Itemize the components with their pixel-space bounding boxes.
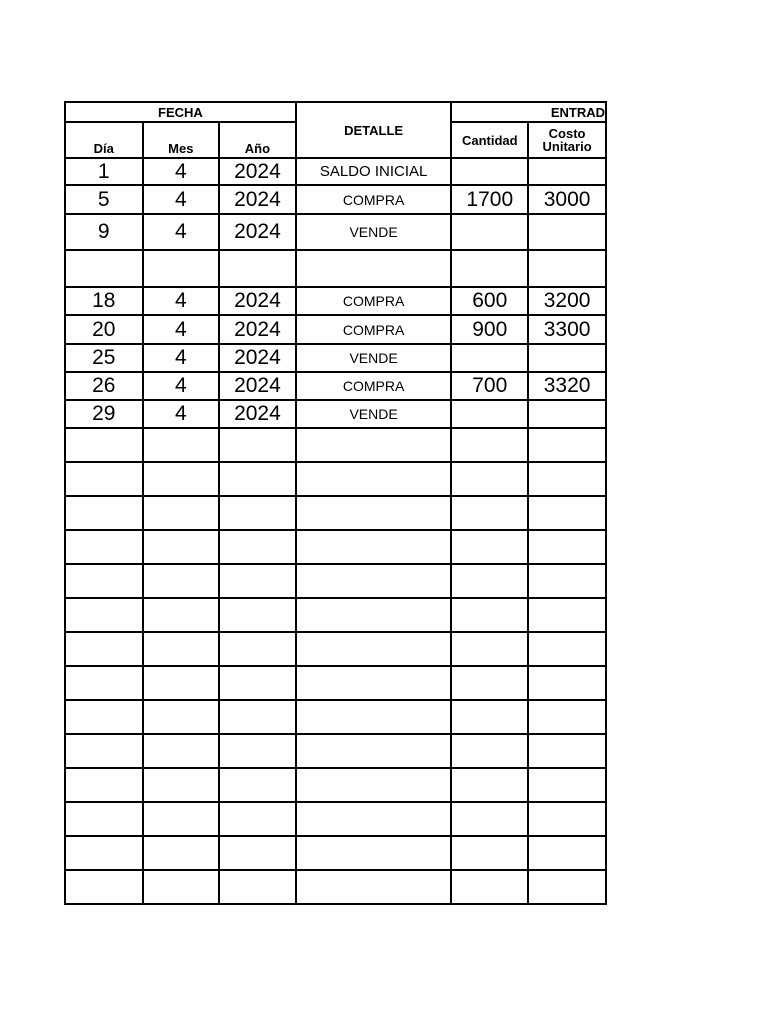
empty-cell[interactable] bbox=[296, 870, 452, 904]
mes-cell[interactable]: 4 bbox=[143, 400, 220, 428]
detalle-cell[interactable]: VENDE bbox=[296, 214, 452, 250]
empty-table-row bbox=[65, 870, 606, 904]
empty-cell[interactable] bbox=[296, 496, 452, 530]
empty-cell[interactable] bbox=[65, 768, 143, 802]
cantidad-cell[interactable] bbox=[451, 250, 528, 287]
empty-cell[interactable] bbox=[219, 496, 296, 530]
mes-cell[interactable]: 4 bbox=[143, 315, 220, 344]
costo-cell[interactable] bbox=[528, 158, 606, 185]
cantidad-cell[interactable] bbox=[451, 214, 528, 250]
cantidad-cell[interactable]: 600 bbox=[451, 287, 528, 315]
empty-cell[interactable] bbox=[65, 496, 143, 530]
empty-cell[interactable] bbox=[219, 836, 296, 870]
detalle-cell[interactable]: COMPRA bbox=[296, 185, 452, 214]
empty-cell[interactable] bbox=[451, 870, 528, 904]
empty-cell[interactable] bbox=[296, 564, 452, 598]
empty-cell[interactable] bbox=[451, 666, 528, 700]
anio-cell[interactable]: 2024 bbox=[219, 344, 296, 372]
detalle-header: DETALLE bbox=[296, 102, 452, 158]
costo-cell[interactable] bbox=[528, 250, 606, 287]
empty-table-row bbox=[65, 666, 606, 700]
empty-cell[interactable] bbox=[143, 700, 220, 734]
cantidad-cell[interactable] bbox=[451, 158, 528, 185]
table-row bbox=[65, 250, 606, 287]
empty-cell[interactable] bbox=[451, 428, 528, 462]
empty-cell[interactable] bbox=[65, 564, 143, 598]
entradas-header: ENTRAD bbox=[451, 102, 606, 122]
cantidad-cell[interactable]: 700 bbox=[451, 372, 528, 400]
empty-cell[interactable] bbox=[451, 564, 528, 598]
empty-cell[interactable] bbox=[451, 734, 528, 768]
anio-cell[interactable]: 2024 bbox=[219, 287, 296, 315]
empty-cell[interactable] bbox=[143, 428, 220, 462]
cantidad-cell[interactable] bbox=[451, 344, 528, 372]
empty-cell[interactable] bbox=[296, 462, 452, 496]
costo-unitario-header bbox=[528, 122, 606, 158]
dia-cell[interactable]: 25 bbox=[65, 344, 143, 372]
empty-cell[interactable] bbox=[219, 428, 296, 462]
costo-unitario-line-2: Unitario bbox=[542, 139, 592, 154]
costo-cell[interactable] bbox=[528, 400, 606, 428]
empty-cell[interactable] bbox=[451, 700, 528, 734]
table-row bbox=[65, 214, 606, 250]
kardex-table bbox=[64, 101, 607, 905]
empty-table-row bbox=[65, 530, 606, 564]
detalle-cell[interactable]: COMPRA bbox=[296, 287, 452, 315]
detalle-cell[interactable]: COMPRA bbox=[296, 315, 452, 344]
empty-cell[interactable] bbox=[219, 564, 296, 598]
anio-cell[interactable] bbox=[219, 250, 296, 287]
empty-cell[interactable] bbox=[65, 700, 143, 734]
costo-cell[interactable]: 3320 bbox=[528, 372, 606, 400]
anio-header: Año bbox=[219, 122, 296, 158]
mes-cell[interactable]: 4 bbox=[143, 372, 220, 400]
table-row bbox=[65, 400, 606, 428]
mes-cell[interactable] bbox=[143, 250, 220, 287]
empty-cell[interactable] bbox=[143, 462, 220, 496]
dia-cell[interactable]: 29 bbox=[65, 400, 143, 428]
empty-cell[interactable] bbox=[296, 734, 452, 768]
dia-cell[interactable]: 26 bbox=[65, 372, 143, 400]
empty-table-row bbox=[65, 734, 606, 768]
empty-cell[interactable] bbox=[219, 530, 296, 564]
empty-cell[interactable] bbox=[451, 496, 528, 530]
mes-cell[interactable]: 4 bbox=[143, 344, 220, 372]
empty-table-row bbox=[65, 564, 606, 598]
dia-header: Día bbox=[65, 122, 143, 158]
empty-cell[interactable] bbox=[65, 632, 143, 666]
empty-table-row bbox=[65, 836, 606, 870]
cantidad-header: Cantidad bbox=[451, 122, 528, 158]
empty-cell[interactable] bbox=[451, 802, 528, 836]
empty-cell[interactable] bbox=[296, 598, 452, 632]
costo-cell[interactable]: 3000 bbox=[528, 185, 606, 214]
empty-cell[interactable] bbox=[219, 700, 296, 734]
table-row bbox=[65, 185, 606, 214]
empty-table-row bbox=[65, 700, 606, 734]
empty-cell[interactable] bbox=[451, 530, 528, 564]
table-row bbox=[65, 344, 606, 372]
empty-table-row bbox=[65, 496, 606, 530]
costo-unitario-line-1: Costo bbox=[548, 126, 586, 141]
empty-cell[interactable] bbox=[528, 530, 606, 564]
empty-cell[interactable] bbox=[65, 666, 143, 700]
dia-cell[interactable]: 20 bbox=[65, 315, 143, 344]
empty-table-row bbox=[65, 802, 606, 836]
empty-cell[interactable] bbox=[65, 734, 143, 768]
empty-cell[interactable] bbox=[296, 530, 452, 564]
empty-cell[interactable] bbox=[528, 496, 606, 530]
detalle-cell[interactable]: VENDE bbox=[296, 344, 452, 372]
empty-cell[interactable] bbox=[528, 734, 606, 768]
anio-cell[interactable]: 2024 bbox=[219, 315, 296, 344]
empty-cell[interactable] bbox=[528, 700, 606, 734]
empty-cell[interactable] bbox=[528, 564, 606, 598]
empty-cell[interactable] bbox=[143, 768, 220, 802]
empty-cell[interactable] bbox=[65, 530, 143, 564]
empty-cell[interactable] bbox=[143, 666, 220, 700]
cantidad-cell[interactable]: 900 bbox=[451, 315, 528, 344]
empty-cell[interactable] bbox=[143, 632, 220, 666]
empty-cell[interactable] bbox=[219, 632, 296, 666]
cantidad-cell[interactable]: 1700 bbox=[451, 185, 528, 214]
empty-cell[interactable] bbox=[143, 530, 220, 564]
empty-cell[interactable] bbox=[143, 836, 220, 870]
empty-cell[interactable] bbox=[143, 734, 220, 768]
mes-cell[interactable]: 4 bbox=[143, 158, 220, 185]
empty-cell[interactable] bbox=[528, 462, 606, 496]
empty-cell[interactable] bbox=[219, 598, 296, 632]
empty-cell[interactable] bbox=[65, 802, 143, 836]
empty-cell[interactable] bbox=[528, 428, 606, 462]
detalle-cell[interactable] bbox=[296, 250, 452, 287]
empty-cell[interactable] bbox=[143, 802, 220, 836]
mes-cell[interactable]: 4 bbox=[143, 214, 220, 250]
mes-cell[interactable]: 4 bbox=[143, 287, 220, 315]
empty-cell[interactable] bbox=[143, 870, 220, 904]
empty-cell[interactable] bbox=[528, 598, 606, 632]
empty-cell[interactable] bbox=[65, 836, 143, 870]
anio-cell[interactable]: 2024 bbox=[219, 185, 296, 214]
detalle-cell[interactable]: COMPRA bbox=[296, 372, 452, 400]
dia-cell[interactable] bbox=[65, 250, 143, 287]
empty-table-row bbox=[65, 462, 606, 496]
empty-cell[interactable] bbox=[528, 632, 606, 666]
empty-cell[interactable] bbox=[219, 802, 296, 836]
empty-cell[interactable] bbox=[451, 632, 528, 666]
empty-table-row bbox=[65, 598, 606, 632]
empty-cell[interactable] bbox=[528, 802, 606, 836]
costo-cell[interactable] bbox=[528, 344, 606, 372]
detalle-cell[interactable]: VENDE bbox=[296, 400, 452, 428]
table-row bbox=[65, 158, 606, 185]
dia-cell[interactable]: 5 bbox=[65, 185, 143, 214]
empty-table-row bbox=[65, 632, 606, 666]
empty-cell[interactable] bbox=[296, 666, 452, 700]
costo-cell[interactable]: 3200 bbox=[528, 287, 606, 315]
empty-cell[interactable] bbox=[451, 836, 528, 870]
empty-cell[interactable] bbox=[528, 768, 606, 802]
empty-cell[interactable] bbox=[296, 768, 452, 802]
empty-table-row bbox=[65, 768, 606, 802]
empty-cell[interactable] bbox=[65, 870, 143, 904]
empty-cell[interactable] bbox=[143, 564, 220, 598]
anio-cell[interactable]: 2024 bbox=[219, 372, 296, 400]
empty-cell[interactable] bbox=[296, 632, 452, 666]
empty-cell[interactable] bbox=[143, 496, 220, 530]
table-row bbox=[65, 315, 606, 344]
empty-cell[interactable] bbox=[296, 428, 452, 462]
empty-cell[interactable] bbox=[528, 836, 606, 870]
empty-cell[interactable] bbox=[219, 768, 296, 802]
mes-cell[interactable]: 4 bbox=[143, 185, 220, 214]
cantidad-cell[interactable] bbox=[451, 400, 528, 428]
fecha-header: FECHA bbox=[65, 102, 296, 122]
empty-cell[interactable] bbox=[65, 428, 143, 462]
empty-cell[interactable] bbox=[219, 734, 296, 768]
empty-cell[interactable] bbox=[219, 666, 296, 700]
dia-cell[interactable]: 9 bbox=[65, 214, 143, 250]
empty-cell[interactable] bbox=[528, 666, 606, 700]
dia-cell[interactable]: 18 bbox=[65, 287, 143, 315]
costo-cell[interactable]: 3300 bbox=[528, 315, 606, 344]
empty-cell[interactable] bbox=[219, 462, 296, 496]
empty-cell[interactable] bbox=[296, 802, 452, 836]
table-row bbox=[65, 287, 606, 315]
anio-cell[interactable]: 2024 bbox=[219, 158, 296, 185]
empty-cell[interactable] bbox=[451, 598, 528, 632]
empty-cell[interactable] bbox=[65, 598, 143, 632]
empty-cell[interactable] bbox=[143, 598, 220, 632]
empty-table-row bbox=[65, 428, 606, 462]
costo-cell[interactable] bbox=[528, 214, 606, 250]
mes-header: Mes bbox=[143, 122, 220, 158]
table-row bbox=[65, 372, 606, 400]
empty-cell[interactable] bbox=[219, 870, 296, 904]
empty-cell[interactable] bbox=[451, 768, 528, 802]
empty-cell[interactable] bbox=[451, 462, 528, 496]
empty-cell[interactable] bbox=[296, 700, 452, 734]
empty-rows bbox=[65, 428, 606, 904]
empty-cell[interactable] bbox=[528, 870, 606, 904]
kardex-sheet bbox=[64, 101, 607, 941]
detalle-cell[interactable]: SALDO INICIAL bbox=[296, 158, 452, 185]
dia-cell[interactable]: 1 bbox=[65, 158, 143, 185]
empty-cell[interactable] bbox=[296, 836, 452, 870]
empty-cell[interactable] bbox=[65, 462, 143, 496]
anio-cell[interactable]: 2024 bbox=[219, 214, 296, 250]
anio-cell[interactable]: 2024 bbox=[219, 400, 296, 428]
